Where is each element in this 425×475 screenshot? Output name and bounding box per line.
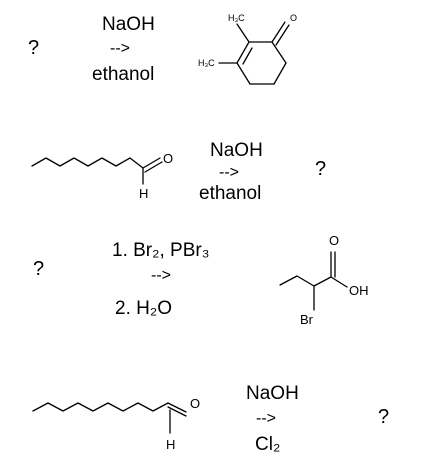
r4-carbonyl-double-hint: [168, 407, 186, 416]
r4-oxygen-label: O: [190, 396, 201, 411]
r4-carbonyl-bond: [168, 403, 186, 412]
r4-reagent: NaOH: [246, 383, 299, 404]
r3-step2: 2. H₂O: [115, 298, 172, 319]
r4-unknown-product: ?: [378, 406, 390, 428]
r1-methyl-top-label: H₃C: [228, 13, 245, 23]
r4-arrow: -->: [256, 410, 276, 427]
r2-carbonyl-double: [145, 162, 162, 172]
r3-bromine-label: Br: [300, 312, 313, 327]
r1-bond-c4-c3: [237, 63, 250, 84]
r1-methyl-top-bond: [237, 24, 249, 42]
r1-carbonyl-double: [276, 25, 289, 45]
r2-unknown-product: ?: [315, 158, 327, 180]
r1-product-structure: [219, 22, 289, 84]
r1-oxygen-label: O: [290, 13, 298, 23]
r4-hydrogen-label: H: [166, 437, 176, 452]
r1-carbonyl-bond: [272, 22, 285, 42]
r1-bond-c1-c6: [272, 42, 286, 63]
r1-bond-c3-c2: [237, 42, 249, 63]
r1-methyl-left-label: H₃C: [198, 58, 215, 68]
r3-arrow: -->: [151, 267, 171, 284]
r2-reagent: NaOH: [210, 140, 263, 161]
r3-hydroxyl-label: OH: [349, 283, 369, 298]
r2-reactant-chain: [32, 158, 143, 168]
r1-bond-c6-c5: [274, 63, 286, 84]
r3-product-chain: [280, 276, 331, 286]
r1-unknown-reactant: ?: [28, 37, 40, 59]
r2-hydrogen-label: H: [139, 186, 149, 201]
r2-solvent: ethanol: [199, 183, 262, 204]
r3-oxygen-label: O: [329, 233, 340, 248]
r4-reagent2: Cl₂: [255, 434, 281, 455]
r3-step1: 1. Br₂, PBr₃: [112, 240, 210, 261]
r3-c-oh-bond: [331, 277, 347, 287]
r4-reactant-chain: [33, 403, 168, 411]
r1-reagent: NaOH: [102, 14, 155, 35]
r2-arrow: -->: [219, 164, 239, 181]
r3-unknown-reactant: ?: [33, 258, 45, 280]
r2-oxygen-label: O: [163, 151, 174, 166]
r1-solvent: ethanol: [92, 64, 155, 85]
r2-carbonyl-bond: [143, 158, 160, 168]
r1-arrow: -->: [110, 40, 130, 57]
